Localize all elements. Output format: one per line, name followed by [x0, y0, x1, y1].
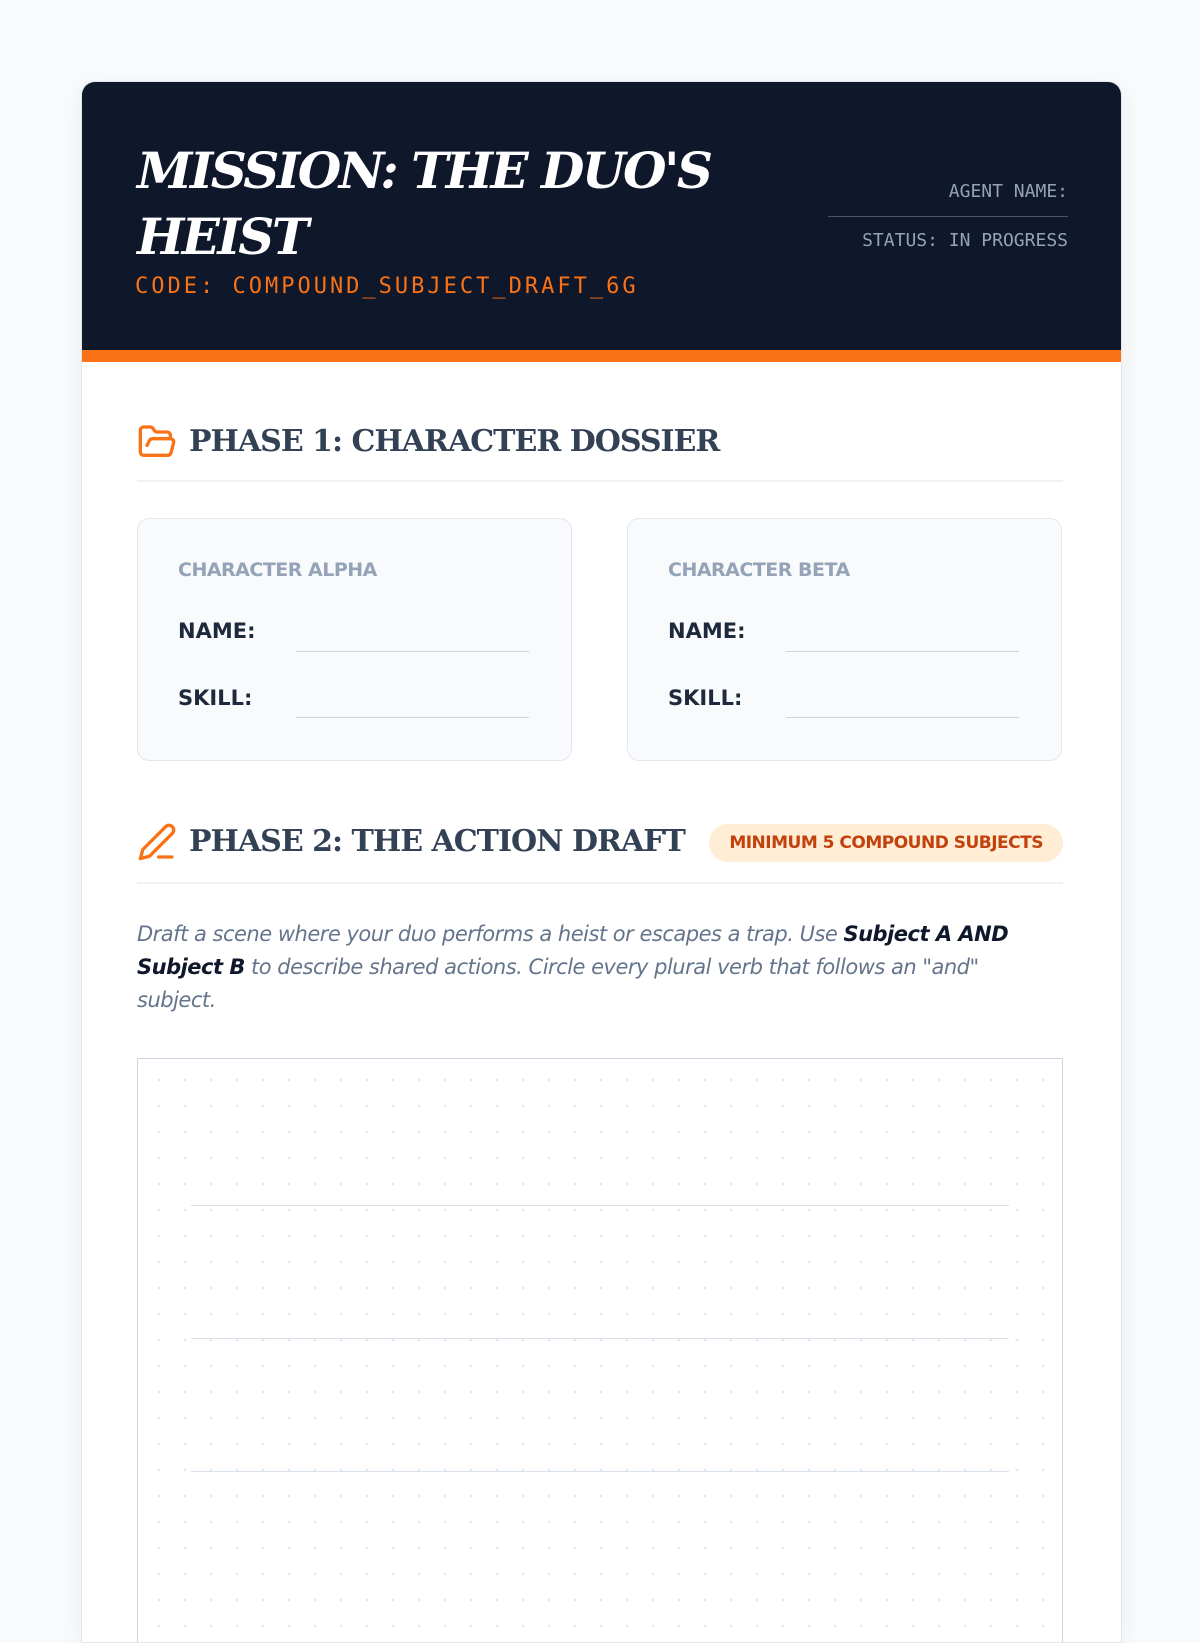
requirement-badge: MINIMUM 5 COMPOUND SUBJECTS	[709, 824, 1063, 862]
alpha-skill-label: SKILL:	[178, 686, 253, 710]
character-alpha-title: CHARACTER ALPHA	[178, 559, 377, 581]
agent-block	[828, 178, 1068, 255]
beta-skill-field[interactable]	[786, 717, 1019, 718]
alpha-name-field[interactable]	[296, 651, 529, 652]
phase2-heading	[137, 822, 1063, 884]
alpha-name-label: NAME:	[178, 619, 256, 643]
writing-line	[191, 1471, 1009, 1472]
status-text: STATUS: IN PROGRESS	[862, 230, 1068, 251]
character-beta-card	[627, 518, 1062, 761]
character-beta-title: CHARACTER BETA	[668, 559, 850, 581]
folder-open-icon	[137, 422, 177, 462]
phase2-title: PHASE 2: THE ACTION DRAFT	[189, 824, 685, 859]
instructions-text-2: to describe shared actions. Circle every plural verb that follows an "and" subject.	[137, 955, 979, 1012]
worksheet-page	[81, 81, 1122, 1643]
mission-code: CODE: COMPOUND_SUBJECT_DRAFT_6G	[135, 274, 639, 299]
writing-line	[191, 1338, 1009, 1339]
mission-header	[82, 82, 1121, 362]
phase1-title: PHASE 1: CHARACTER DOSSIER	[189, 424, 720, 459]
instructions-text-1: Draft a scene where your duo performs a heist or escapes a trap. Use	[137, 922, 844, 946]
beta-name-label: NAME:	[668, 619, 746, 643]
pencil-icon	[137, 822, 177, 862]
instructions-emphasis: Subject A AND Subject B	[137, 922, 1009, 979]
alpha-skill-field[interactable]	[296, 717, 529, 718]
agent-name-field[interactable]	[828, 216, 1068, 217]
writing-line	[191, 1205, 1009, 1206]
phase1-heading	[137, 420, 1063, 482]
agent-name-label: AGENT NAME:	[948, 181, 1068, 202]
draft-instructions	[137, 918, 1057, 1017]
draft-writing-area[interactable]	[137, 1058, 1063, 1643]
beta-name-field[interactable]	[786, 651, 1019, 652]
character-alpha-card	[137, 518, 572, 761]
mission-title: MISSION: THE DUO'S HEIST	[137, 141, 711, 266]
beta-skill-label: SKILL:	[668, 686, 743, 710]
